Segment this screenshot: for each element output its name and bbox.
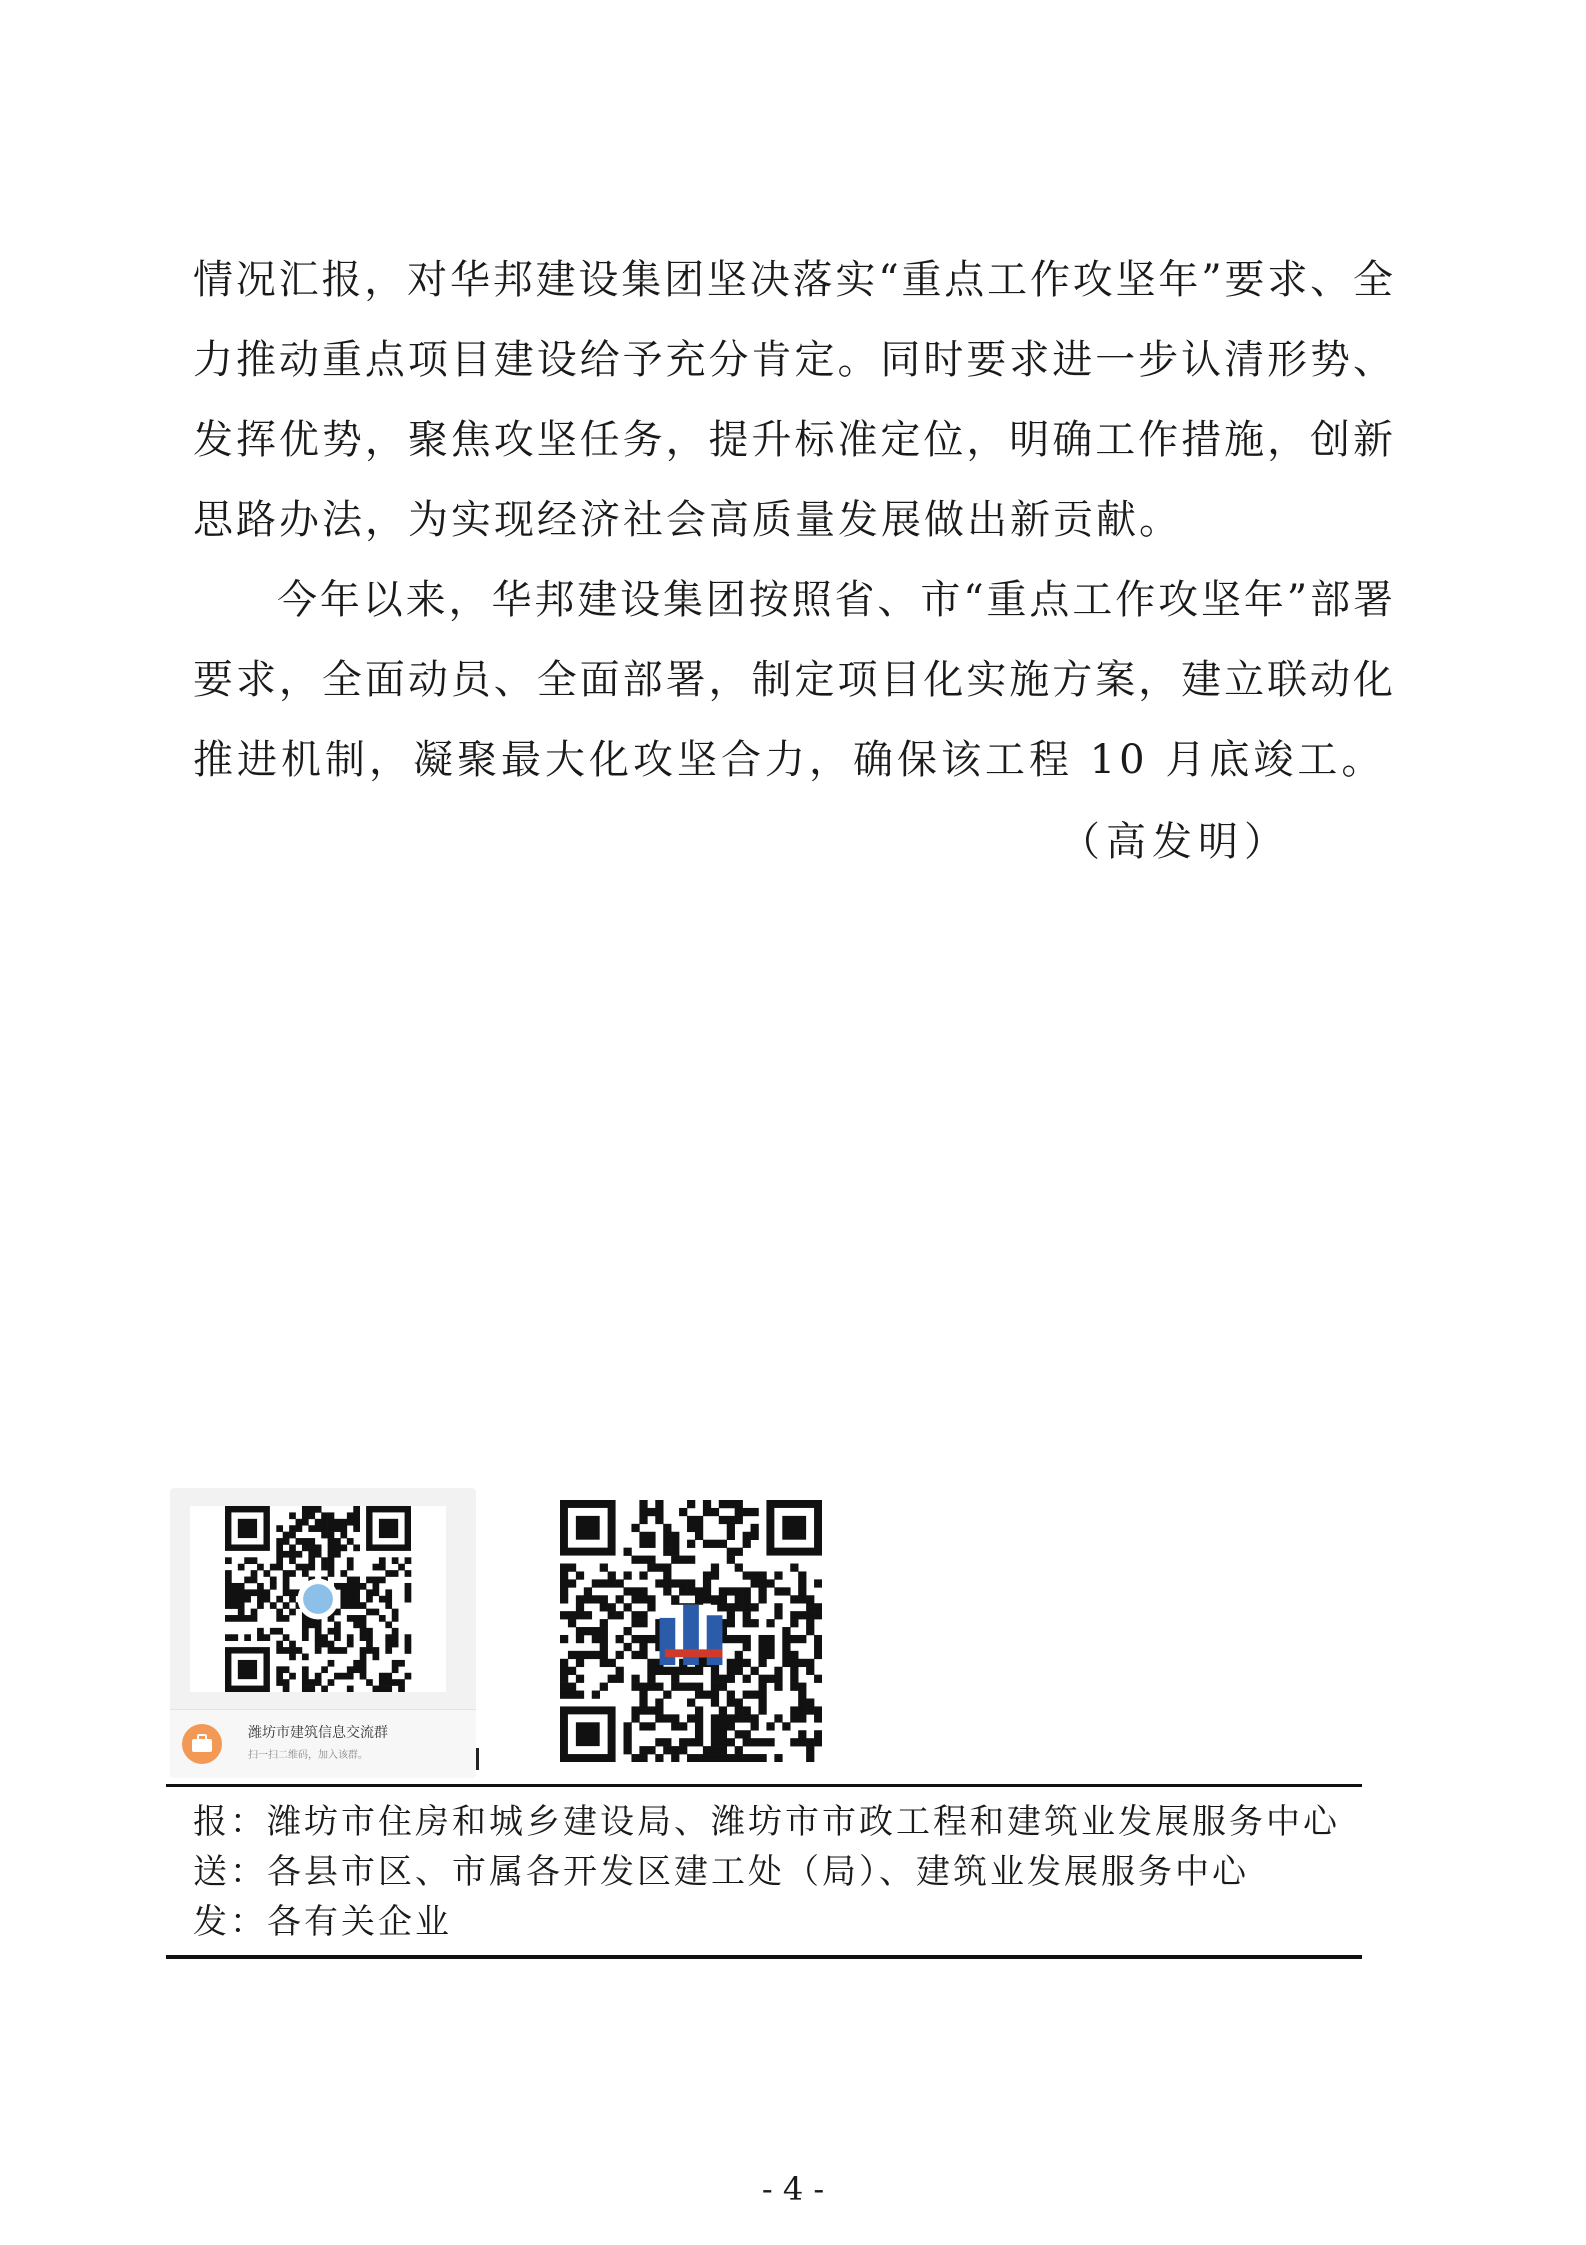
bottom-rule xyxy=(166,1955,1362,1959)
report-to-line: 报：潍坊市住房和城乡建设局、潍坊市市政工程和建筑业发展服务中心 xyxy=(193,1802,1340,1842)
paragraph-line: 力推动重点项目建设给予充分肯定。同时要求进一步认清形势、 xyxy=(193,337,1393,383)
official-account-qr-code xyxy=(560,1500,822,1762)
send-to-line: 送：各县市区、市属各开发区建工处（局）、建筑业发展服务中心 xyxy=(193,1852,1249,1892)
paragraph-line: 今年以来，华邦建设集团按照省、市“重点工作攻坚年”部署 xyxy=(277,577,1393,623)
author-signature: （高发明） xyxy=(1060,819,1290,865)
paragraph-line: 发挥优势，聚焦攻坚任务，提升标准定位，明确工作措施，创新 xyxy=(193,417,1393,463)
qr-card-subtitle: 扫一扫二维码，加入该群。 xyxy=(248,1750,368,1761)
group-qr-code xyxy=(190,1506,446,1692)
issue-to-line: 发：各有关企业 xyxy=(193,1902,452,1942)
page-number: - 4 - xyxy=(761,2170,825,2208)
group-qr-card xyxy=(170,1488,476,1778)
divider-tick xyxy=(476,1748,479,1770)
qr-card-footer xyxy=(170,1709,476,1778)
qr-card-title: 潍坊市建筑信息交流群 xyxy=(248,1725,388,1741)
paragraph-line: 情况汇报，对华邦建设集团坚决落实“重点工作攻坚年”要求、全 xyxy=(193,257,1393,303)
top-rule xyxy=(166,1784,1362,1787)
paragraph-line: 要求，全面动员、全面部署，制定项目化实施方案，建立联动化 xyxy=(193,657,1393,703)
paragraph-line: 思路办法，为实现经济社会高质量发展做出新贡献。 xyxy=(193,497,1182,543)
briefcase-icon xyxy=(182,1724,222,1764)
paragraph-line: 推进机制，凝聚最大化攻坚合力，确保该工程 10 月底竣工。 xyxy=(193,737,1386,783)
